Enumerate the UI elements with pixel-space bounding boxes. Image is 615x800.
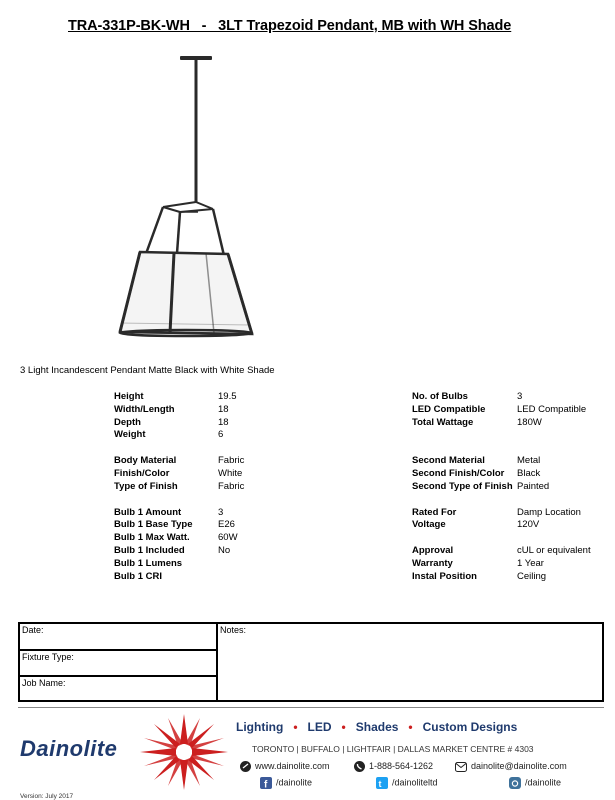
pendant-product-image [118, 52, 323, 350]
product-description: 3 Light Incandescent Pendant Matte Black with White Shade [20, 365, 275, 376]
spec-row: Type of Finish Fabric [114, 480, 245, 492]
footer-divider [18, 707, 604, 708]
spec-row: Height 19.5 [114, 391, 237, 402]
spec-row: Second Material Metal [412, 455, 541, 467]
email-icon [455, 762, 467, 772]
spec-row: Bulb 1 Included No [114, 544, 231, 556]
spec-row: Finish/Color White [114, 467, 243, 479]
spec-row: LED Compatible LED Compatible [412, 403, 587, 415]
page-title: TRA-331P-BK-WH - 3LT Trapezoid Pendant, MB with WH Shade [68, 18, 512, 34]
spec-row: Voltage 120V [412, 519, 540, 531]
svg-text:t: t [378, 779, 382, 789]
date-label: Date: [22, 625, 44, 635]
phone-link[interactable]: 1-888-564-1262 [354, 761, 433, 772]
notes-field[interactable] [218, 624, 602, 700]
notes-form-table [18, 622, 604, 702]
spec-row: Bulb 1 Amount 3 [114, 506, 224, 518]
spec-row: Warranty 1 Year [412, 557, 544, 569]
spec-row: Approval cUL or equivalent [412, 544, 591, 556]
spec-table-right [412, 391, 591, 583]
spec-row: Rated For Damp Location [412, 506, 581, 518]
instagram-icon [509, 777, 521, 789]
spec-table-left [114, 391, 244, 583]
link-icon [240, 761, 251, 772]
notes-label: Notes: [220, 625, 247, 635]
spec-row: Bulb 1 CRI [114, 570, 163, 582]
version-text: Version: July 2017 [20, 793, 74, 800]
instagram-link[interactable]: /dainolite [509, 777, 561, 789]
svg-text:f: f [264, 779, 268, 789]
spec-row: Second Finish/Color Black [412, 467, 541, 479]
spec-row: Bulb 1 Lumens [114, 557, 183, 569]
spec-row: Width/Length 18 [114, 403, 229, 415]
phone-icon [354, 761, 365, 772]
footer-locations: TORONTO | BUFFALO | LIGHTFAIR | DALLAS MARKET CENTRE # 4303 [252, 744, 534, 754]
footer-tagline: Lighting • LED • Shades • Custom Designs [236, 720, 518, 734]
spec-row: Total Wattage 180W [412, 416, 542, 428]
fixture-type-field[interactable] [20, 651, 218, 677]
job-name-field[interactable] [20, 677, 218, 700]
job-name-label: Job Name: [22, 678, 66, 688]
spec-row: Weight 6 [114, 429, 224, 441]
spec-row: Second Type of Finish Painted [412, 480, 550, 492]
facebook-link[interactable]: f /dainolite [260, 777, 312, 789]
fixture-type-label: Fixture Type: [22, 652, 74, 662]
spec-row: Bulb 1 Base Type E26 [114, 519, 235, 531]
twitter-icon [376, 777, 388, 789]
email-link[interactable]: dainolite@dainolite.com [455, 761, 567, 772]
dainolite-logo: Dainolite [20, 736, 118, 761]
website-link[interactable]: www.dainolite.com [240, 761, 330, 772]
spec-row: Depth 18 [114, 416, 229, 428]
spec-row: No. of Bulbs 3 [412, 391, 523, 402]
facebook-icon [260, 777, 272, 789]
date-field[interactable] [20, 624, 218, 651]
spec-row: Body Material Fabric [114, 455, 245, 467]
spec-row: Bulb 1 Max Watt. 60W [114, 532, 238, 544]
twitter-link[interactable]: t /dainoliteltd [376, 777, 438, 789]
spec-row: Instal Position Ceiling [412, 570, 547, 582]
starburst-logo-icon [138, 712, 230, 792]
